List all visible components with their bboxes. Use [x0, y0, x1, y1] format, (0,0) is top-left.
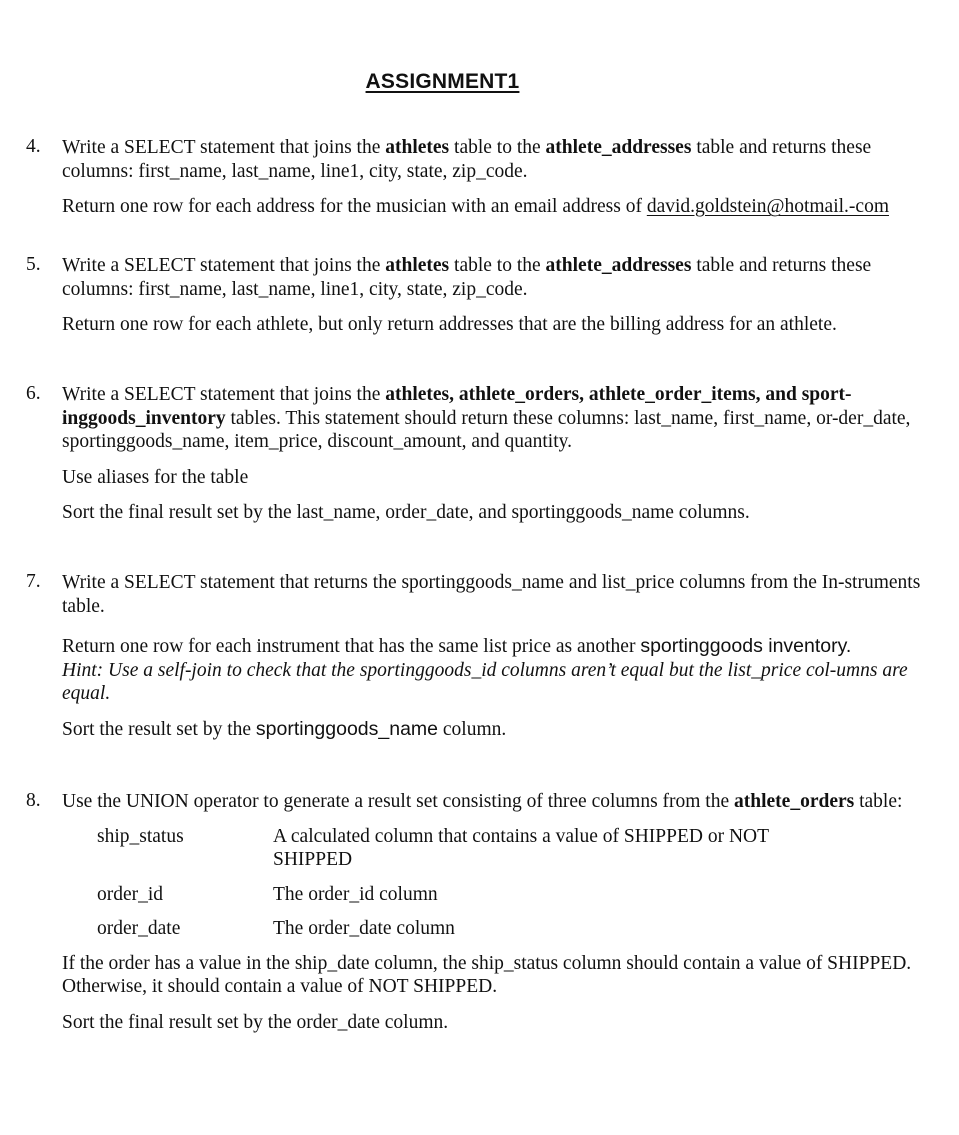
question-text: Use the UNION operator to generate a result set consisting of three columns from the athlete_orders table:: [62, 791, 903, 812]
column-definition-row: [97, 917, 938, 941]
column-name: order_id: [97, 883, 164, 905]
question-8: [26, 790, 938, 1034]
question-sort: Sort the result set by the sportinggoods_name column.: [62, 717, 507, 740]
question-text: Write a SELECT statement that joins the athletes, athlete_orders, athlete_order_items, and sport-inggoods_inventory tables. This statement should return these columns: last_name, first_name, or-der_date, sportinggoods_name, item_price, discount_amount, and quantity.: [62, 384, 911, 452]
column-name: order_date: [97, 918, 181, 939]
question-number: 4.: [26, 136, 41, 157]
question-number: 6.: [26, 383, 41, 404]
column-description: The order_id column: [273, 883, 438, 905]
question-detail: Return one row for each address for the musician with an email address of david.goldstein@hotmail.-com: [62, 196, 889, 217]
question-6: [26, 383, 938, 525]
question-detail: Use aliases for the table: [62, 466, 249, 488]
question-4: [26, 136, 938, 219]
question-7: [26, 571, 938, 741]
question-sort: Sort the final result set by the order_date column.: [62, 1011, 449, 1033]
email-link[interactable]: david.goldstein@hotmail.-com: [646, 196, 889, 217]
question-detail: Return one row for each instrument that has the same list price as another sportinggoods inventory.: [62, 635, 852, 657]
column-description: The order_date column: [273, 918, 455, 939]
column-definition-row: [97, 883, 938, 907]
question-text: Write a SELECT statement that joins the athletes table to the athlete_addresses table and returns these columns: first_name, last_name, line1, city, state, zip_code.: [62, 137, 872, 182]
question-detail: If the order has a value in the ship_date column, the ship_status column should contain a value of SHIPPED. Otherwise, it should contain a value of NOT SHIPPED.: [62, 952, 912, 997]
question-number: 7.: [26, 571, 41, 592]
question-number: 8.: [26, 790, 41, 811]
question-hint: Hint: Use a self-join to check that the sportinggoods_id columns aren’t equal but the list_price col-umns are equal.: [62, 659, 908, 704]
question-5: [26, 254, 938, 337]
page-title: ASSIGNMENT1: [365, 70, 520, 93]
column-name: ship_status: [97, 825, 184, 847]
question-text: Write a SELECT statement that joins the athletes table to the athlete_addresses table and returns these columns: first_name, last_name, line1, city, state, zip_code.: [62, 255, 872, 300]
question-number: 5.: [26, 254, 41, 275]
question-text: Write a SELECT statement that returns the sportinggoods_name and list_price columns from the In-struments table.: [62, 572, 921, 617]
question-detail: Return one row for each athlete, but only return addresses that are the billing address for an athlete.: [62, 314, 837, 335]
column-description: A calculated column that contains a value of SHIPPED or NOT SHIPPED: [273, 825, 769, 870]
question-sort: Sort the final result set by the last_name, order_date, and sportinggoods_name columns.: [62, 502, 750, 523]
column-definitions: [97, 825, 938, 941]
column-definition-row: [97, 825, 938, 872]
